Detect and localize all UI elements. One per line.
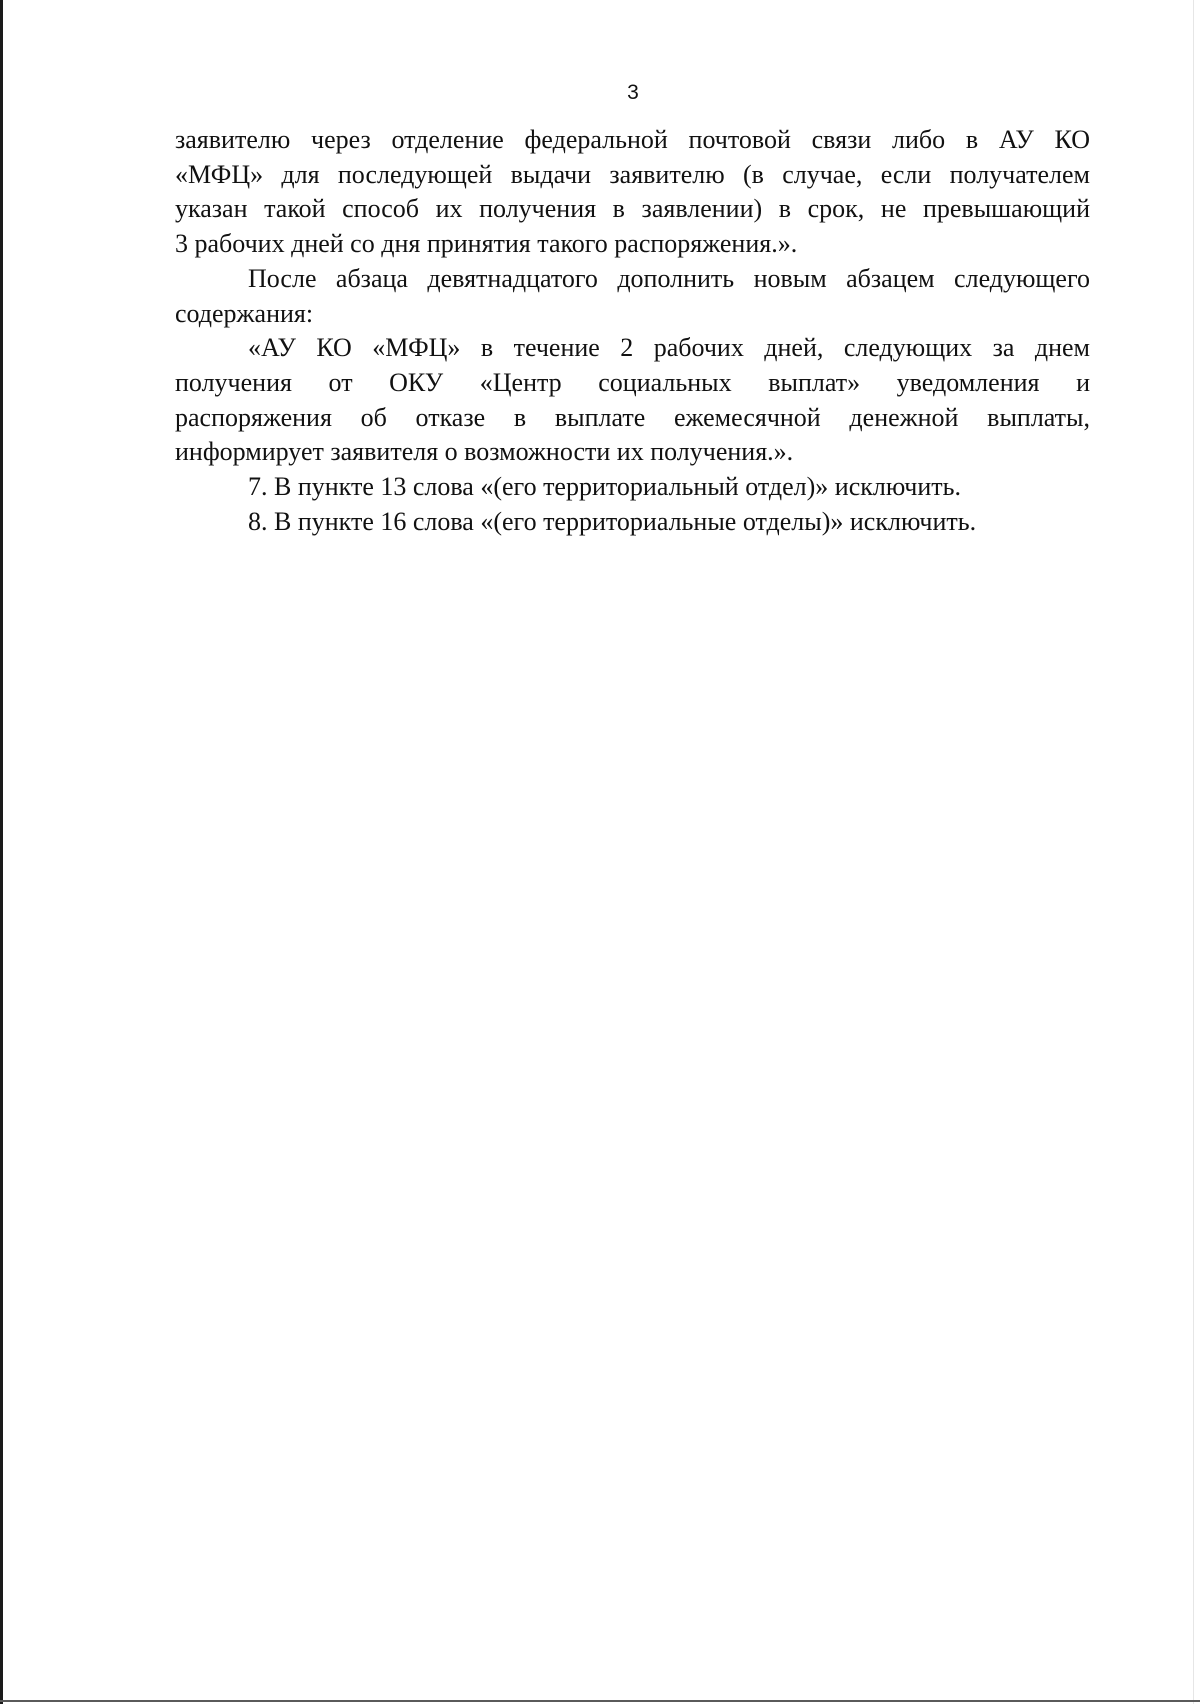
scan-bottom-border <box>0 1700 1200 1702</box>
paragraph-amendment-insert <box>175 262 1090 331</box>
text-line: содержания: <box>175 298 314 328</box>
text-line: 7. В пункте 13 слова «(его территориальный отдел)» исключить. <box>248 472 961 502</box>
text-line: указан такой способ их получения в заявлении) в срок, не превышающий <box>175 194 1090 224</box>
paragraph-item-8 <box>175 505 1090 540</box>
document-body <box>175 123 1090 539</box>
text-line: 8. В пункте 16 слова «(его территориальные отделы)» исключить. <box>248 506 977 536</box>
text-line: «МФЦ» для последующей выдачи заявителю (в случае, если получателем <box>175 159 1090 189</box>
text-line: 3 рабочих дней со дня принятия такого распоряжения.». <box>175 229 798 259</box>
scan-right-border <box>1193 0 1194 1704</box>
text-line: распоряжения об отказе в выплате ежемесячной денежной выплаты, <box>175 402 1090 432</box>
text-line: получения от ОКУ «Центр социальных выплат» уведомления и <box>175 367 1090 397</box>
paragraph-item-7 <box>175 470 1090 505</box>
text-line: информирует заявителя о возможности их получения.». <box>175 437 794 467</box>
paragraph-continuation <box>175 123 1090 262</box>
text-line: После абзаца девятнадцатого дополнить новым абзацем следующего <box>248 263 1090 293</box>
text-line: заявителю через отделение федеральной почтовой связи либо в АУ КО <box>175 125 1090 154</box>
text-line: «АУ КО «МФЦ» в течение 2 рабочих дней, следующих за днем <box>248 333 1090 363</box>
page-number: 3 <box>627 81 639 104</box>
paragraph-quoted-text <box>175 331 1090 470</box>
scan-left-border <box>0 0 3 1704</box>
